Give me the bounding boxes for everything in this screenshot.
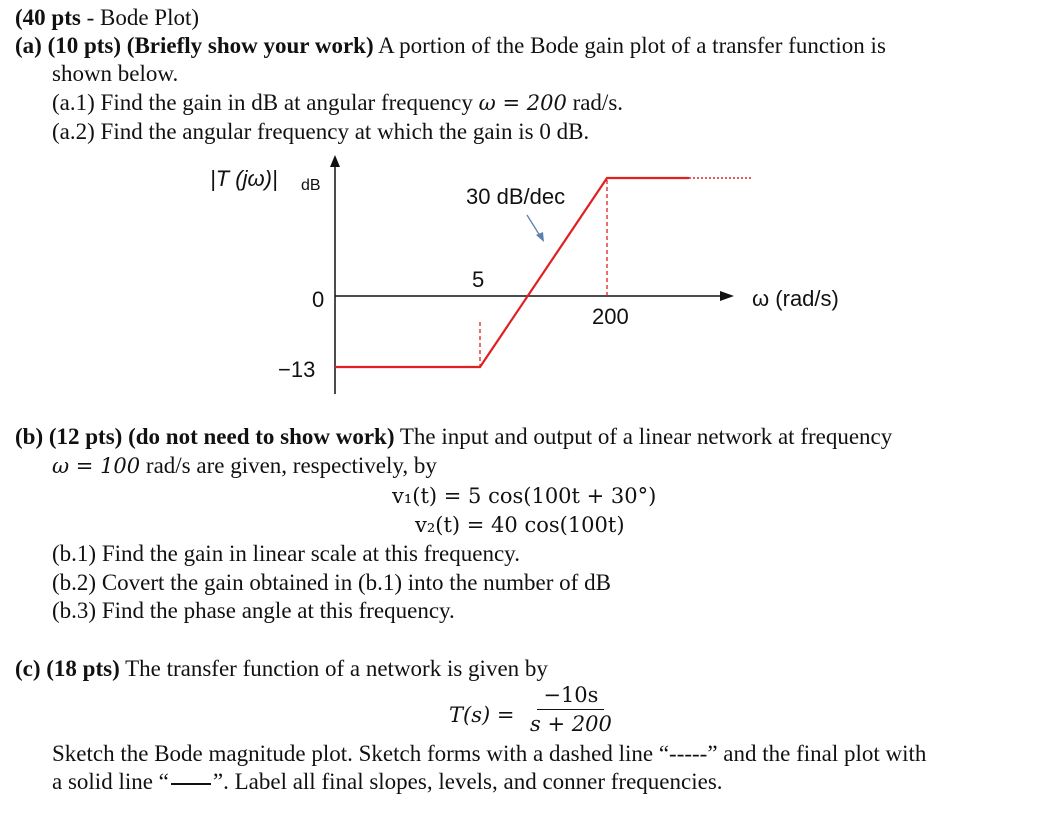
- part-c-text3b: ”. Label all final slopes, levels, and conner frequencies.: [212, 769, 723, 794]
- part-c-text1: The transfer function of a network is given by: [119, 656, 548, 681]
- part-c-text3a: a solid line “: [52, 769, 169, 794]
- equation-v2: v₂(t) = 40 cos(100t): [415, 513, 625, 537]
- part-a-text2: shown below.: [52, 61, 179, 86]
- part-b-line2: [52, 452, 437, 480]
- equation-v1: v₁(t) = 5 cos(100t + 30°): [392, 484, 657, 508]
- question-a1: [52, 89, 623, 117]
- part-b-intro: [15, 423, 892, 451]
- problem-title: Bode Plot): [99, 5, 200, 30]
- y-axis-label-subscript: dB: [301, 177, 321, 194]
- problem-points: (40 pts: [15, 5, 81, 30]
- part-b-text1: The input and output of a linear network at frequency: [394, 424, 893, 449]
- x-axis-arrow: [720, 291, 734, 301]
- transfer-function-fraction: [524, 681, 618, 738]
- tick-label-200: 200: [592, 304, 629, 329]
- transfer-function-lhs: T(s) =: [449, 703, 515, 727]
- question-a1-suffix: rad/s.: [566, 90, 624, 115]
- part-b-label: (b) (12 pts) (do not need to show work): [15, 424, 395, 449]
- part-c-intro: [15, 655, 548, 683]
- solid-line-sample: [171, 783, 211, 785]
- transfer-function-denominator: s + 200: [530, 712, 612, 736]
- part-c-label: (c) (18 pts): [15, 656, 120, 681]
- tick-label-0: 0: [312, 287, 325, 312]
- part-b-omega: ω = 100: [52, 454, 141, 478]
- bode-gain-plot: [0, 150, 1056, 410]
- question-b1: (b.1) Find the gain in linear scale at this frequency.: [52, 541, 520, 566]
- question-a2: (a.2) Find the angular frequency at which the gain is 0 dB.: [52, 119, 590, 144]
- question-a1-prefix: (a.1) Find the gain in dB at angular frequency: [52, 90, 479, 115]
- part-c-instruction2: [52, 768, 723, 796]
- question-a1-math: ω = 200: [478, 91, 567, 115]
- part-c-instruction1: Sketch the Bode magnitude plot. Sketch forms with a dashed line “-----” and the final plot with: [52, 741, 927, 766]
- part-b-text2: rad/s are given, respectively, by: [140, 453, 437, 478]
- part-a-label: (a) (10 pts) (Briefly show your work): [15, 33, 374, 58]
- x-axis-label: ω (rad/s): [752, 286, 839, 311]
- slope-pointer-arrowhead: [536, 232, 544, 242]
- y-axis-label: |T (jω)|: [210, 166, 278, 191]
- problem-header: [15, 4, 199, 32]
- tick-label-5: 5: [472, 267, 485, 292]
- slope-label: 30 dB/dec: [466, 184, 566, 209]
- question-b3: (b.3) Find the phase angle at this frequency.: [52, 598, 455, 623]
- transfer-function-numerator: −10s: [537, 681, 604, 710]
- part-a-intro: [15, 32, 886, 60]
- header-dash: -: [80, 5, 100, 30]
- part-a-text1: A portion of the Bode gain plot of a transfer function is: [373, 33, 886, 58]
- y-axis-arrow: [330, 155, 340, 167]
- question-b2: (b.2) Covert the gain obtained in (b.1) into the number of dB: [52, 570, 611, 595]
- tick-label-minus13: −13: [278, 357, 316, 382]
